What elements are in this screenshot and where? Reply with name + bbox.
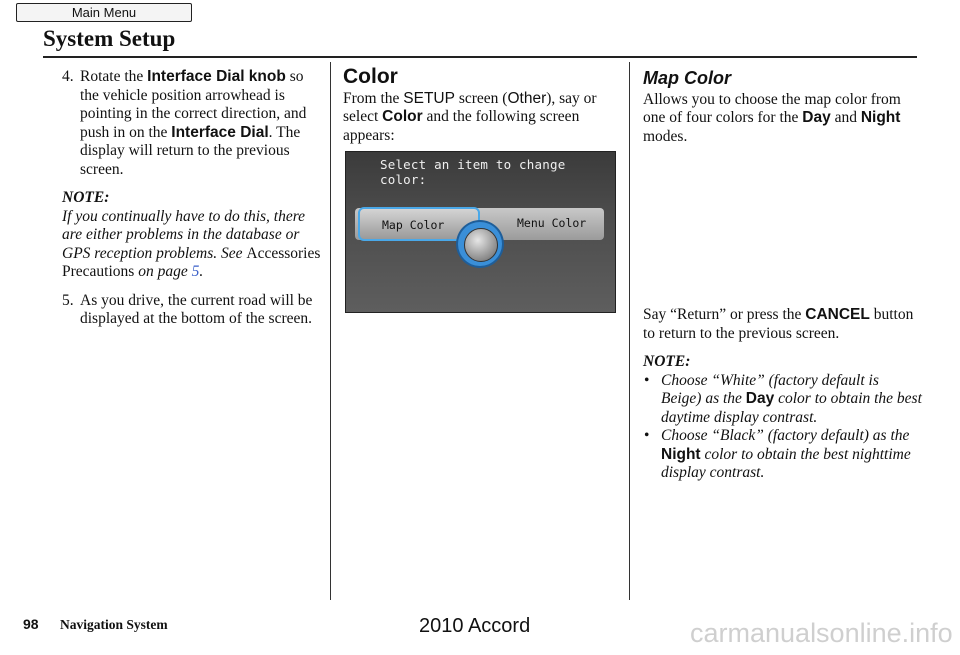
column-right	[643, 68, 923, 483]
page-title: System Setup	[43, 26, 176, 51]
note-heading-2: NOTE:	[643, 353, 691, 370]
note-list	[643, 372, 923, 483]
column-left	[62, 68, 322, 339]
note-text-3: .	[199, 263, 204, 280]
step-5-number: 5.	[62, 291, 74, 309]
return-text-2: button to return to the previous screen.	[643, 306, 914, 342]
interface-dial-term: Interface Dial	[171, 123, 269, 141]
step-5-text: As you drive, the current road will be displayed at the bottom of the screen.	[80, 291, 313, 327]
accessories-precautions-ref: Accessories Precautions	[62, 244, 321, 280]
bullet-1-text-1: Choose “White” (factory default is Beige) as the	[661, 371, 879, 407]
page-number: 98	[23, 616, 39, 632]
note-text	[62, 208, 322, 282]
step-5	[62, 292, 322, 329]
step-4-text-3: . The display will return to the previous screen.	[80, 123, 301, 178]
column-divider-1	[330, 62, 331, 600]
footer-section: Navigation System	[60, 617, 168, 632]
color-intro-2: screen (	[454, 89, 508, 107]
color-intro-1: From the	[343, 89, 404, 107]
bullet-2-night-term: Night	[661, 445, 701, 463]
note-text-2: on page	[134, 263, 192, 280]
map-color-heading: Map Color	[643, 68, 731, 88]
step-4	[62, 68, 322, 179]
color-intro-3: ), say or select	[343, 89, 597, 125]
menu-color-button[interactable]	[496, 208, 604, 240]
map-color-desc-1: Allows you to choose the map color from one of four colors for the	[643, 90, 901, 126]
cancel-term: CANCEL	[805, 306, 870, 323]
column-middle	[343, 65, 618, 145]
map-color-desc-3: modes.	[643, 127, 688, 145]
step-4-text-2: so the vehicle position arrowhead is pointing in the correct direction, and push in on the	[80, 68, 307, 141]
main-menu-button[interactable]: Main Menu	[16, 3, 192, 22]
site-watermark: carmanualsonline.info	[690, 618, 953, 648]
color-intro-4: and the following screen appears:	[343, 108, 580, 144]
color-intro	[343, 90, 618, 146]
note-bullet-2	[643, 427, 923, 483]
map-color-desc-2: and	[830, 109, 861, 126]
step-4-text-1: Rotate the	[80, 68, 148, 85]
map-color-label: Map Color	[382, 218, 445, 232]
column-divider-2	[629, 62, 630, 600]
note-heading: NOTE:	[62, 189, 110, 206]
color-heading: Color	[343, 65, 398, 88]
return-text-1: Say “Return” or press the	[643, 306, 806, 323]
color-term: Color	[382, 108, 423, 125]
model-watermark: 2010 Accord	[419, 615, 531, 637]
note-bullet-1	[643, 372, 923, 428]
step-4-number: 4.	[62, 68, 74, 85]
map-color-desc	[643, 91, 923, 147]
night-term: Night	[860, 109, 901, 126]
bullet-1-text-2: color to obtain the best daytime display contrast.	[661, 390, 922, 426]
screen-title: Select an item to change color:	[380, 157, 566, 187]
title-divider	[43, 56, 917, 58]
nav-screen-image	[345, 151, 616, 313]
return-instruction	[643, 306, 923, 343]
bullet-1-day-term: Day	[745, 390, 775, 407]
menu-color-label: Menu Color	[517, 216, 587, 230]
other-term: Other	[507, 89, 547, 107]
note-text-1: If you continually have to do this, there are either problems in the database or GPS reception problems. See	[62, 207, 306, 262]
bullet-2-text-2: color to obtain the best nighttime display contrast.	[661, 445, 911, 481]
interface-dial-knob-term: Interface Dial knob	[147, 68, 286, 85]
day-term: Day	[802, 109, 831, 126]
page-5-link[interactable]: 5	[191, 263, 200, 280]
bullet-2-text-1: Choose “Black” (factory default) as the	[661, 427, 910, 444]
interface-dial-icon[interactable]	[464, 228, 498, 262]
setup-term: SETUP	[403, 89, 455, 107]
